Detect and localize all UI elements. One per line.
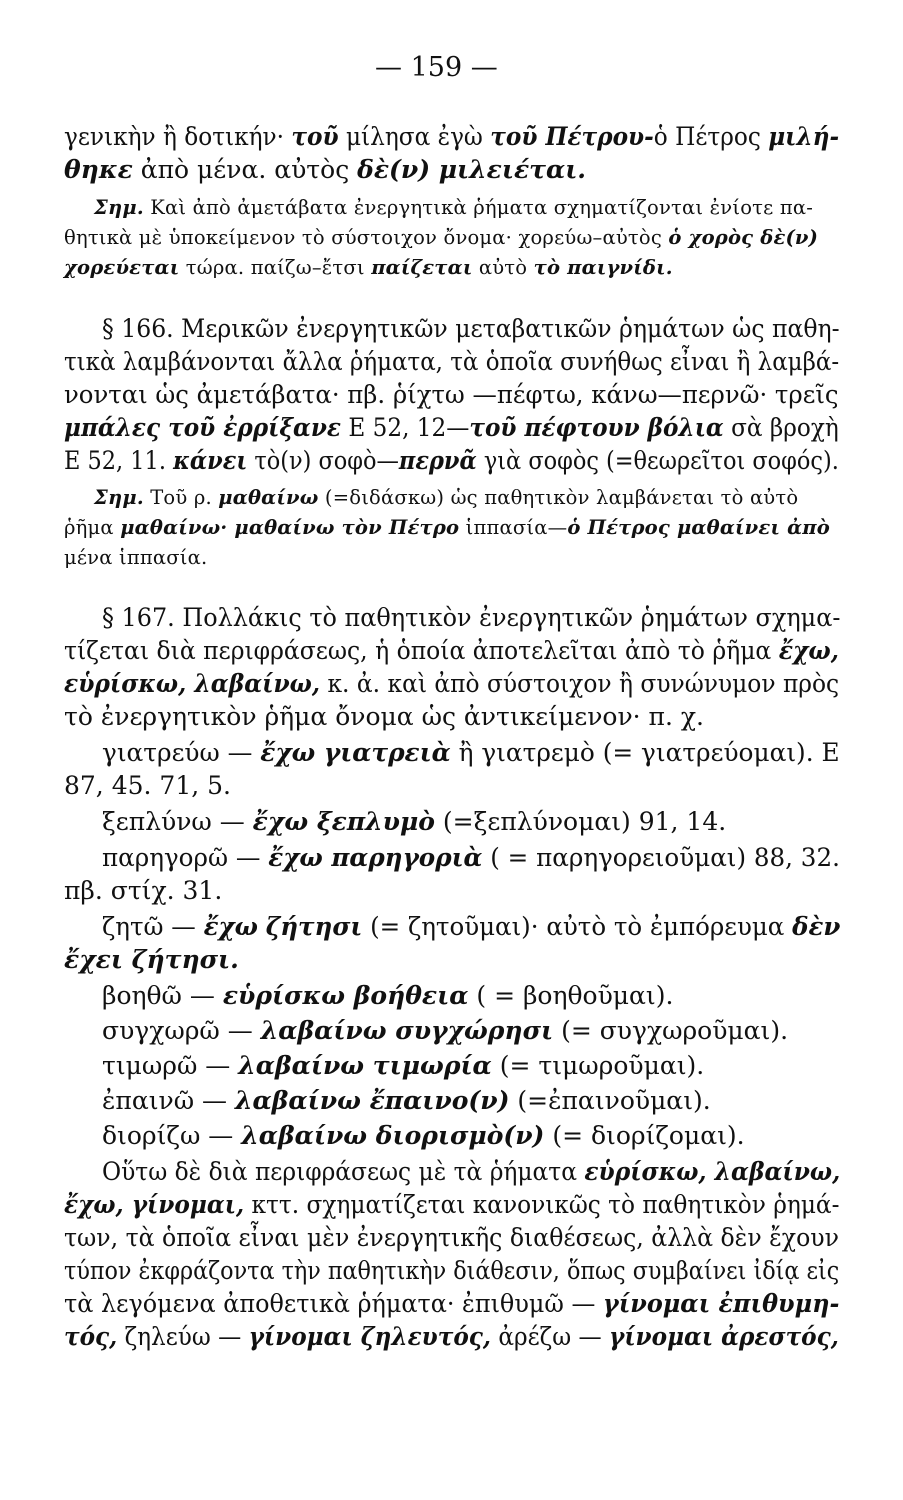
text-line: γενικὴν ἢ δοτικήν· τοῦ μίλησα ἐγὼ τοῦ Πέτρου-ὁ Πέτρος μιλή- (64, 122, 840, 151)
text-line: ἔχει ζήτησι. (64, 945, 239, 974)
example-line: συγχωρῶ — λαβαίνω συγχώρησι (= συγχωροῦμαι). (102, 1016, 789, 1045)
text-line: τὸ ἐνεργητικὸν ῥῆμα ὄνομα ὡς ἀντικείμενον· π. χ. (64, 702, 704, 731)
note-line: Σημ. Τοῦ ρ. μαθαίνω (=διδάσκω) ὡς παθητικὸν λαμβάνεται τὸ αὐτὸ (94, 486, 799, 509)
text-line: θηκε ἀπὸ μένα. αὐτὸς δὲ(ν) μιλειέται. (64, 155, 586, 184)
text-line: πβ. στίχ. 31. (64, 876, 223, 905)
example-line: ἐπαινῶ — λαβαίνω ἔπαινο(ν) (=ἐπαινοῦμαι). (102, 1086, 711, 1115)
text-line: ἔχω, γίνομαι, κττ. σχηματίζεται κανονικῶς τὸ παθητικὸν ῥημά- (64, 1190, 840, 1219)
text-line: 87, 45. 71, 5. (64, 771, 231, 800)
section-167-heading-line: § 167. Πολλάκις τὸ παθητικὸν ἐνεργητικῶν ῥημάτων σχημα- (102, 603, 841, 632)
example-line: ζητῶ — ἔχω ζήτησι (= ζητοῦμαι)· αὐτὸ τὸ ἐμπόρευμα δὲν (102, 912, 841, 941)
text-line: νονται ὡς ἀμετάβατα· πβ. ῥίχτω —πέφτω, κάνω—περνῶ· τρεῖς (64, 380, 839, 409)
example-line: βοηθῶ — εὑρίσκω βοήθεια ( = βοηθοῦμαι). (102, 981, 674, 1010)
note-line: χορεύεται τώρα. παίζω–ἔτσι παίζεται αὐτὸ τὸ παιγνίδι. (64, 256, 673, 279)
text-line: τός, ζηλεύω — γίνομαι ζηλευτός, ἀρέζω — γίνομαι ἀρεστός, (64, 1322, 839, 1351)
section-166-heading-line: § 166. Μερικῶν ἐνεργητικῶν μεταβατικῶν ῥημάτων ὡς παθη- (102, 314, 840, 343)
text-line: των, τὰ ὁποῖα εἶναι μὲν ἐνεργητικῆς διαθέσεως, ἀλλὰ δὲν ἔχουν (64, 1223, 839, 1252)
example-line: ξεπλύνω — ἔχω ξεπλυμὸ (=ξεπλύνομαι) 91, 14. (102, 807, 727, 836)
note-line: ῥῆμα μαθαίνω· μαθαίνω τὸν Πέτρο ἱππασία—ὁ Πέτρος μαθαίνει ἀπὸ (64, 516, 830, 539)
text-line: Ε 52, 11. κάνει τὸ(ν) σοφὸ—περνᾶ γιὰ σοφὸς (=θεωρεῖτοι σοφός). (64, 446, 839, 475)
text-line: τὰ λεγόμενα ἀποθετικὰ ῥήματα· ἐπιθυμῶ — γίνομαι ἐπιθυμη- (64, 1289, 840, 1318)
note-line: μένα ἱππασία. (64, 546, 208, 569)
text-line: τικὰ λαμβάνονται ἄλλα ῥήματα, τὰ ὁποῖα συνήθως εἶναι ἢ λαμβά- (64, 347, 840, 376)
text-line: μπάλες τοῦ ἐρρίξανε Ε 52, 12—τοῦ πέφτουν βόλια σὰ βροχὴ (64, 413, 839, 442)
text-line: εὑρίσκω, λαβαίνω, κ. ἀ. καὶ ἀπὸ σύστοιχον ἢ συνώνυμον πρὸς (64, 669, 840, 698)
example-line: παρηγορῶ — ἔχω παρηγοριὰ ( = παρηγορειοῦμαι) 88, 32. (102, 843, 840, 872)
text-line: Οὕτω δὲ διὰ περιφράσεως μὲ τὰ ῥήματα εὑρίσκω, λαβαίνω, (102, 1157, 841, 1186)
text-line: τύπον ἐκφράζοντα τὴν παθητικὴν διάθεσιν, ὅπως συμβαίνει ἰδίᾳ εἰς (64, 1256, 840, 1285)
example-line: τιμωρῶ — λαβαίνω τιμωρία (= τιμωροῦμαι). (102, 1051, 705, 1080)
text-line: τίζεται διὰ περιφράσεως, ἡ ὁποία ἀποτελεῖται ἀπὸ τὸ ῥῆμα ἔχω, (64, 636, 839, 665)
example-line: διορίζω — λαβαίνω διορισμὸ(ν) (= διορίζομαι). (102, 1121, 745, 1150)
note-line: θητικὰ μὲ ὑποκείμενον τὸ σύστοιχον ὄνομα· χορεύω–αὐτὸς ὁ χορὸς δὲ(ν) (64, 226, 819, 249)
page-number: — 159 — (375, 52, 498, 83)
note-line: Σημ. Καὶ ἀπὸ ἀμετάβατα ἐνεργητικὰ ῥήματα σχηματίζονται ἐνίοτε πα- (94, 196, 813, 219)
example-line: γιατρεύω — ἔχω γιατρειὰ ἢ γιατρεμὸ (= γιατρεύομαι). Ε (102, 738, 840, 767)
